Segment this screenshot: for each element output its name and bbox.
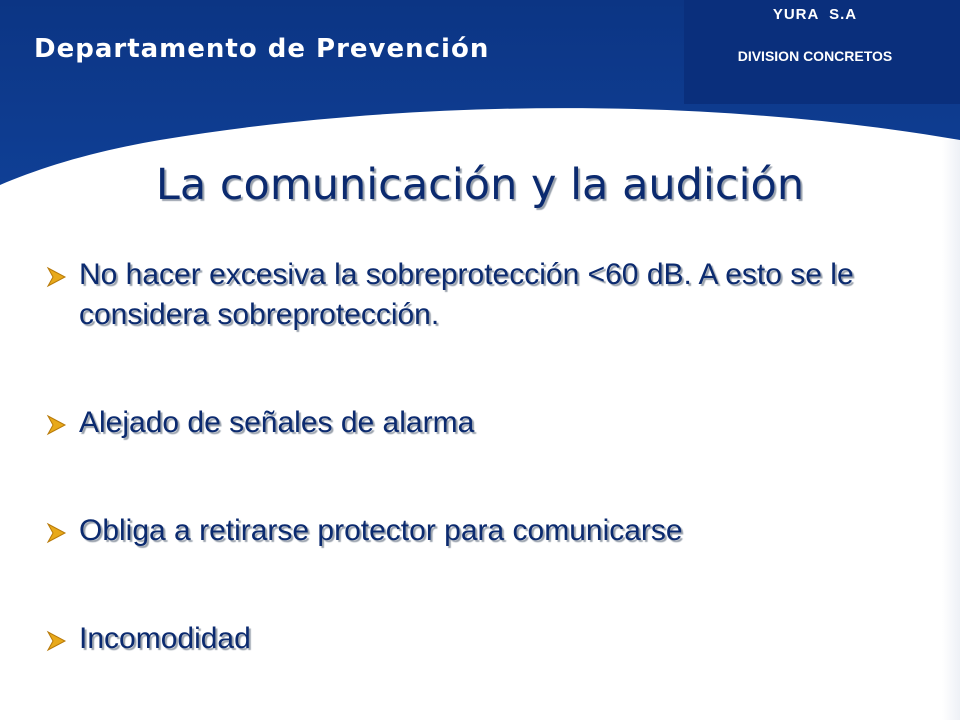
bullet-text: No hacer excesiva la sobreprotección <60 dB. A esto se le considera sobreprotección. [79,258,854,331]
arrowhead-bullet-icon [45,414,67,436]
bullet-item [45,403,895,443]
bullet-list [45,255,895,659]
department-title: Departamento de Prevención [34,34,490,64]
bullet-item [45,255,895,335]
bullet-item [45,511,895,551]
bullet-text: Alejado de señales de alarma [79,406,475,439]
arrowhead-bullet-icon [45,522,67,544]
bullet-item [45,619,895,659]
arrowhead-bullet-icon [45,630,67,652]
company-division: DIVISION CONCRETOS [737,48,893,64]
arrowhead-bullet-icon [45,266,67,288]
right-edge-shade [942,140,960,720]
slide-title: La comunicación y la audición [155,160,805,210]
bullet-text: Obliga a retirarse protector para comunicarse [79,514,683,547]
company-name: YURA S.A [772,6,858,23]
bullet-text: Incomodidad [79,622,251,655]
